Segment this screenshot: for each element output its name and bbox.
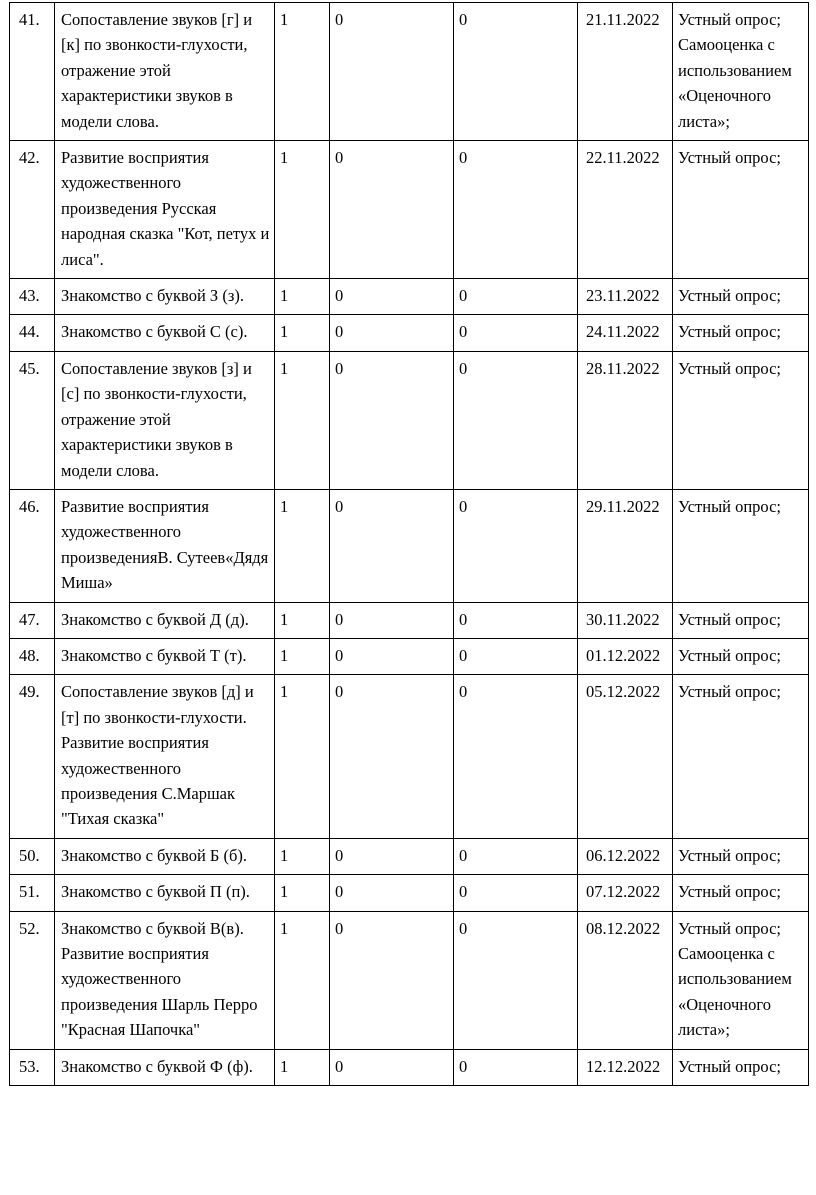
lesson-hours-practice: 0	[454, 315, 578, 351]
lesson-hours-practice: 0	[454, 141, 578, 279]
lesson-hours-total: 1	[275, 315, 330, 351]
lesson-topic: Знакомство с буквой З (з).	[55, 279, 275, 315]
table-row	[10, 602, 809, 638]
lesson-topic: Сопоставление звуков [з] и [с] по звонкости-глухости, отражение этой характеристики звуков в модели слова.	[55, 351, 275, 489]
table-row	[10, 315, 809, 351]
lesson-date: 28.11.2022	[578, 351, 673, 489]
lesson-hours-control: 0	[330, 602, 454, 638]
lesson-hours-practice: 0	[454, 602, 578, 638]
lesson-hours-control: 0	[330, 3, 454, 141]
lesson-date: 08.12.2022	[578, 911, 673, 1049]
lesson-hours-total: 1	[275, 875, 330, 911]
lesson-number: 41.	[10, 3, 55, 141]
lesson-number: 48.	[10, 638, 55, 674]
table-row	[10, 675, 809, 838]
lesson-topic: Развитие восприятия художественного произведенияВ. Сутеев«Дядя Миша»	[55, 489, 275, 602]
lesson-number: 50.	[10, 838, 55, 874]
lesson-assessment-form: Устный опрос;	[673, 638, 809, 674]
lesson-hours-total: 1	[275, 141, 330, 279]
lesson-assessment-form: Устный опрос;	[673, 141, 809, 279]
table-row	[10, 279, 809, 315]
lesson-topic: Знакомство с буквой Д (д).	[55, 602, 275, 638]
lesson-hours-practice: 0	[454, 675, 578, 838]
lesson-hours-practice: 0	[454, 1049, 578, 1085]
lesson-hours-total: 1	[275, 911, 330, 1049]
lesson-date: 29.11.2022	[578, 489, 673, 602]
lesson-hours-control: 0	[330, 351, 454, 489]
lesson-date: 21.11.2022	[578, 3, 673, 141]
lesson-hours-control: 0	[330, 875, 454, 911]
lesson-topic: Сопоставление звуков [г] и [к] по звонкости-глухости, отражение этой характеристики звуков в модели слова.	[55, 3, 275, 141]
lesson-number: 46.	[10, 489, 55, 602]
table-row	[10, 489, 809, 602]
table-row	[10, 3, 809, 141]
lesson-hours-control: 0	[330, 838, 454, 874]
lesson-date: 23.11.2022	[578, 279, 673, 315]
lesson-number: 45.	[10, 351, 55, 489]
lesson-hours-practice: 0	[454, 838, 578, 874]
lesson-hours-practice: 0	[454, 911, 578, 1049]
lesson-number: 42.	[10, 141, 55, 279]
lesson-hours-total: 1	[275, 279, 330, 315]
lesson-number: 52.	[10, 911, 55, 1049]
lesson-topic: Знакомство с буквой В(в). Развитие восприятия художественного произведения Шарль Перро "Красная Шапочка"	[55, 911, 275, 1049]
lesson-assessment-form: Устный опрос; Самооценка с использованием «Оценочного листа»;	[673, 911, 809, 1049]
lesson-topic: Знакомство с буквой Ф (ф).	[55, 1049, 275, 1085]
lesson-topic: Знакомство с буквой П (п).	[55, 875, 275, 911]
lesson-date: 06.12.2022	[578, 838, 673, 874]
lesson-assessment-form: Устный опрос;	[673, 838, 809, 874]
lesson-hours-control: 0	[330, 911, 454, 1049]
lesson-hours-practice: 0	[454, 3, 578, 141]
lesson-hours-total: 1	[275, 638, 330, 674]
table-row	[10, 351, 809, 489]
lesson-hours-total: 1	[275, 3, 330, 141]
lesson-hours-practice: 0	[454, 875, 578, 911]
lesson-assessment-form: Устный опрос; Самооценка с использованием «Оценочного листа»;	[673, 3, 809, 141]
lesson-assessment-form: Устный опрос;	[673, 875, 809, 911]
lesson-hours-control: 0	[330, 1049, 454, 1085]
lesson-hours-total: 1	[275, 675, 330, 838]
table-row	[10, 911, 809, 1049]
lesson-date: 07.12.2022	[578, 875, 673, 911]
lesson-hours-control: 0	[330, 638, 454, 674]
lesson-hours-total: 1	[275, 602, 330, 638]
lesson-topic: Сопоставление звуков [д] и [т] по звонкости-глухости. Развитие восприятия художественного произведения С.Маршак "Тихая сказка"	[55, 675, 275, 838]
lesson-plan-table	[9, 2, 809, 1086]
table-row	[10, 1049, 809, 1085]
lesson-hours-total: 1	[275, 1049, 330, 1085]
lesson-assessment-form: Устный опрос;	[673, 279, 809, 315]
lesson-assessment-form: Устный опрос;	[673, 489, 809, 602]
lesson-topic: Знакомство с буквой Т (т).	[55, 638, 275, 674]
lesson-number: 44.	[10, 315, 55, 351]
lesson-date: 22.11.2022	[578, 141, 673, 279]
lesson-date: 12.12.2022	[578, 1049, 673, 1085]
lesson-hours-total: 1	[275, 489, 330, 602]
lesson-hours-practice: 0	[454, 638, 578, 674]
table-row	[10, 638, 809, 674]
lesson-number: 43.	[10, 279, 55, 315]
lesson-hours-practice: 0	[454, 279, 578, 315]
lesson-rows	[10, 3, 809, 1086]
lesson-hours-control: 0	[330, 315, 454, 351]
table-row	[10, 141, 809, 279]
lesson-hours-control: 0	[330, 279, 454, 315]
lesson-topic: Знакомство с буквой С (с).	[55, 315, 275, 351]
lesson-hours-control: 0	[330, 141, 454, 279]
lesson-hours-total: 1	[275, 351, 330, 489]
table-row	[10, 875, 809, 911]
lesson-number: 53.	[10, 1049, 55, 1085]
lesson-number: 51.	[10, 875, 55, 911]
lesson-topic: Знакомство с буквой Б (б).	[55, 838, 275, 874]
lesson-hours-practice: 0	[454, 489, 578, 602]
lesson-assessment-form: Устный опрос;	[673, 351, 809, 489]
lesson-topic: Развитие восприятия художественного произведения Русская народная сказка "Кот, петух и лиса".	[55, 141, 275, 279]
lesson-hours-control: 0	[330, 675, 454, 838]
lesson-assessment-form: Устный опрос;	[673, 602, 809, 638]
lesson-date: 05.12.2022	[578, 675, 673, 838]
lesson-assessment-form: Устный опрос;	[673, 315, 809, 351]
lesson-date: 01.12.2022	[578, 638, 673, 674]
lesson-assessment-form: Устный опрос;	[673, 675, 809, 838]
lesson-hours-control: 0	[330, 489, 454, 602]
lesson-date: 24.11.2022	[578, 315, 673, 351]
table-row	[10, 838, 809, 874]
lesson-number: 49.	[10, 675, 55, 838]
lesson-hours-total: 1	[275, 838, 330, 874]
lesson-hours-practice: 0	[454, 351, 578, 489]
lesson-number: 47.	[10, 602, 55, 638]
lesson-assessment-form: Устный опрос;	[673, 1049, 809, 1085]
lesson-date: 30.11.2022	[578, 602, 673, 638]
